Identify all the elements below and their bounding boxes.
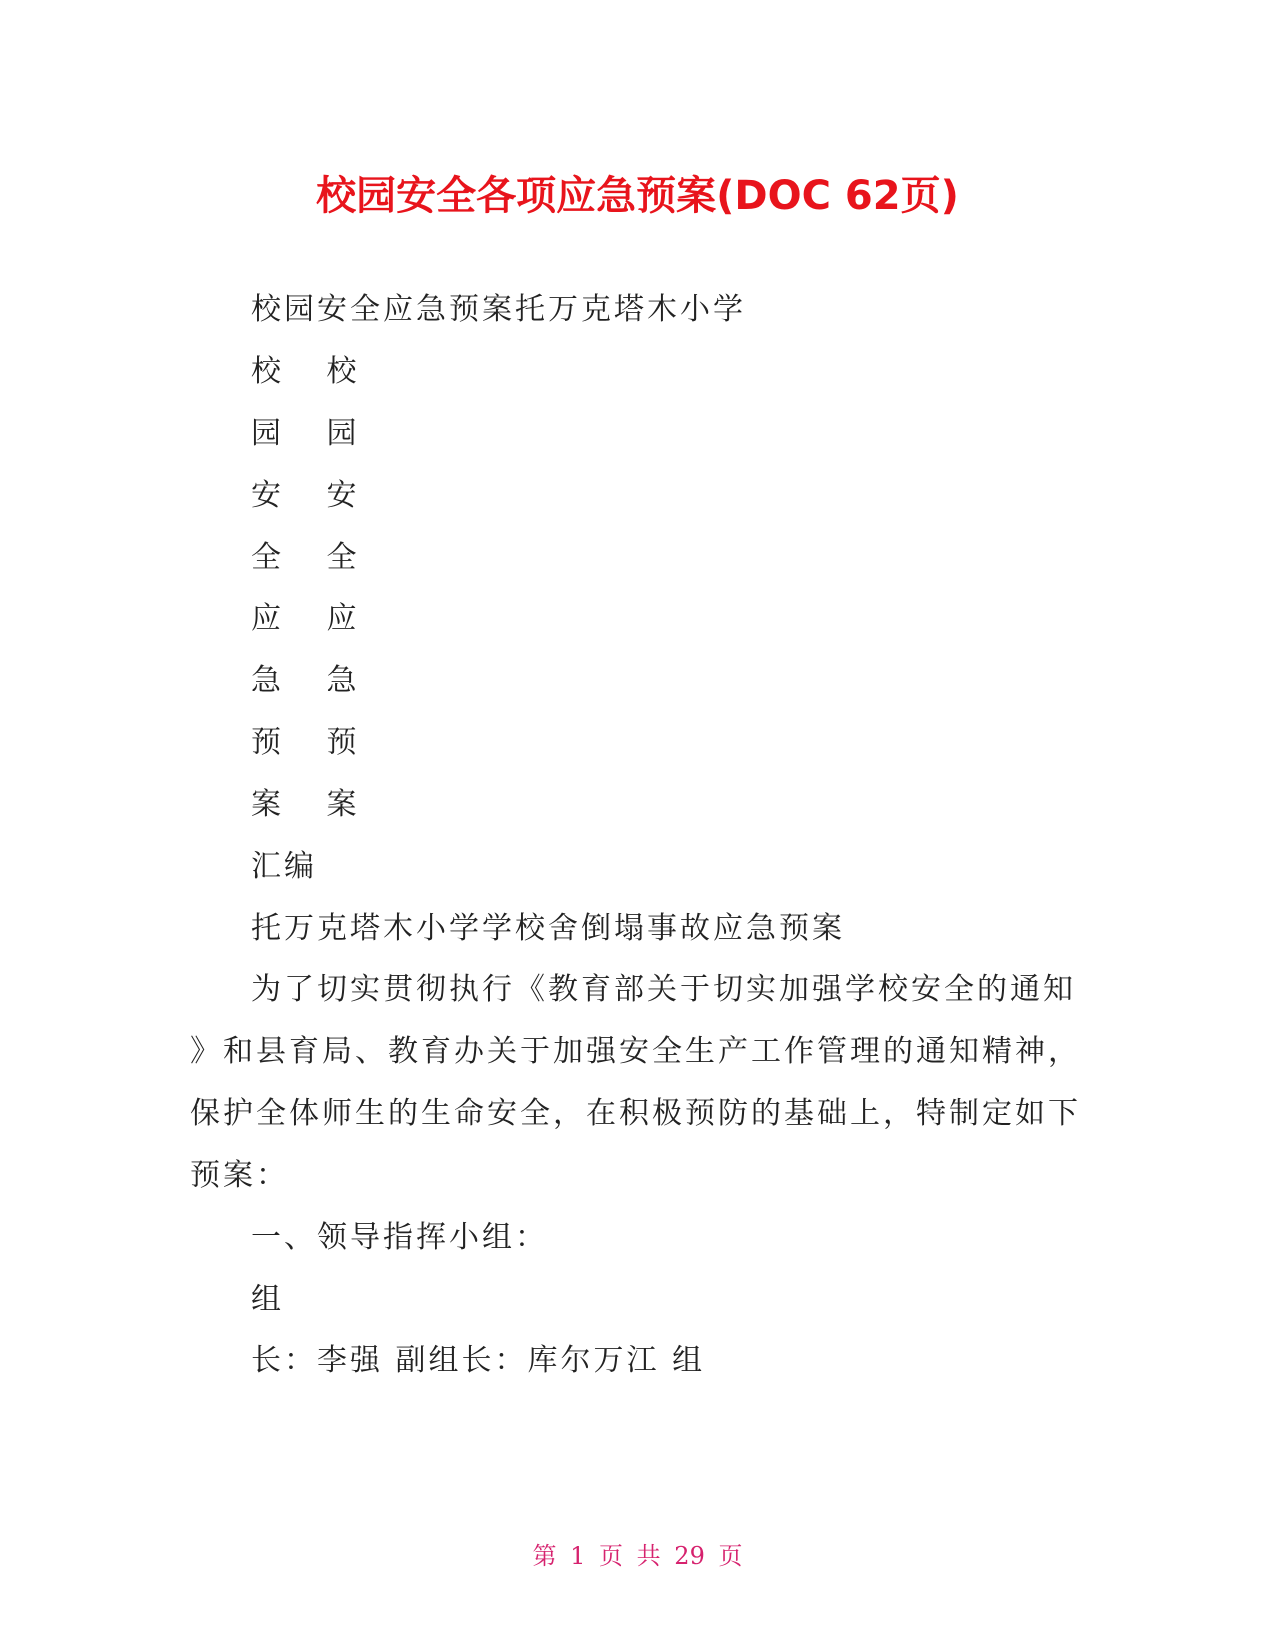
body-line: 园 园 <box>251 416 375 451</box>
page-number-footer: 第 1 页 共 29 页 <box>532 1542 743 1570</box>
body-line: 校园安全应急预案托万克塔木小学 <box>251 292 746 327</box>
body-line: 校 校 <box>251 354 375 389</box>
body-line: 急 急 <box>251 663 375 698</box>
body-line: 安 安 <box>251 478 375 513</box>
body-line: 为了切实贯彻执行《教育部关于切实加强学校安全的通知 <box>251 972 1076 1007</box>
body-line: 应 应 <box>251 601 375 636</box>
body-line: 保护全体师生的生命安全，在积极预防的基础上，特制定如下 <box>190 1096 1081 1131</box>
body-line: 》和县育局、教育办关于加强安全生产工作管理的通知精神， <box>190 1034 1081 1069</box>
body-line: 长：李强 副组长：库尔万江 组 <box>251 1343 706 1378</box>
body-line: 案 案 <box>251 787 375 822</box>
body-line: 预 预 <box>251 725 375 760</box>
body-line: 组 <box>251 1282 284 1317</box>
body-line: 预案： <box>190 1158 289 1193</box>
body-line: 全 全 <box>251 540 375 575</box>
document-title: 校园安全各项应急预案(DOC 62页) <box>316 173 959 219</box>
body-line: 一、领导指挥小组： <box>251 1220 548 1255</box>
body-line: 托万克塔木小学学校舍倒塌事故应急预案 <box>251 911 845 946</box>
body-line: 汇编 <box>251 849 317 884</box>
